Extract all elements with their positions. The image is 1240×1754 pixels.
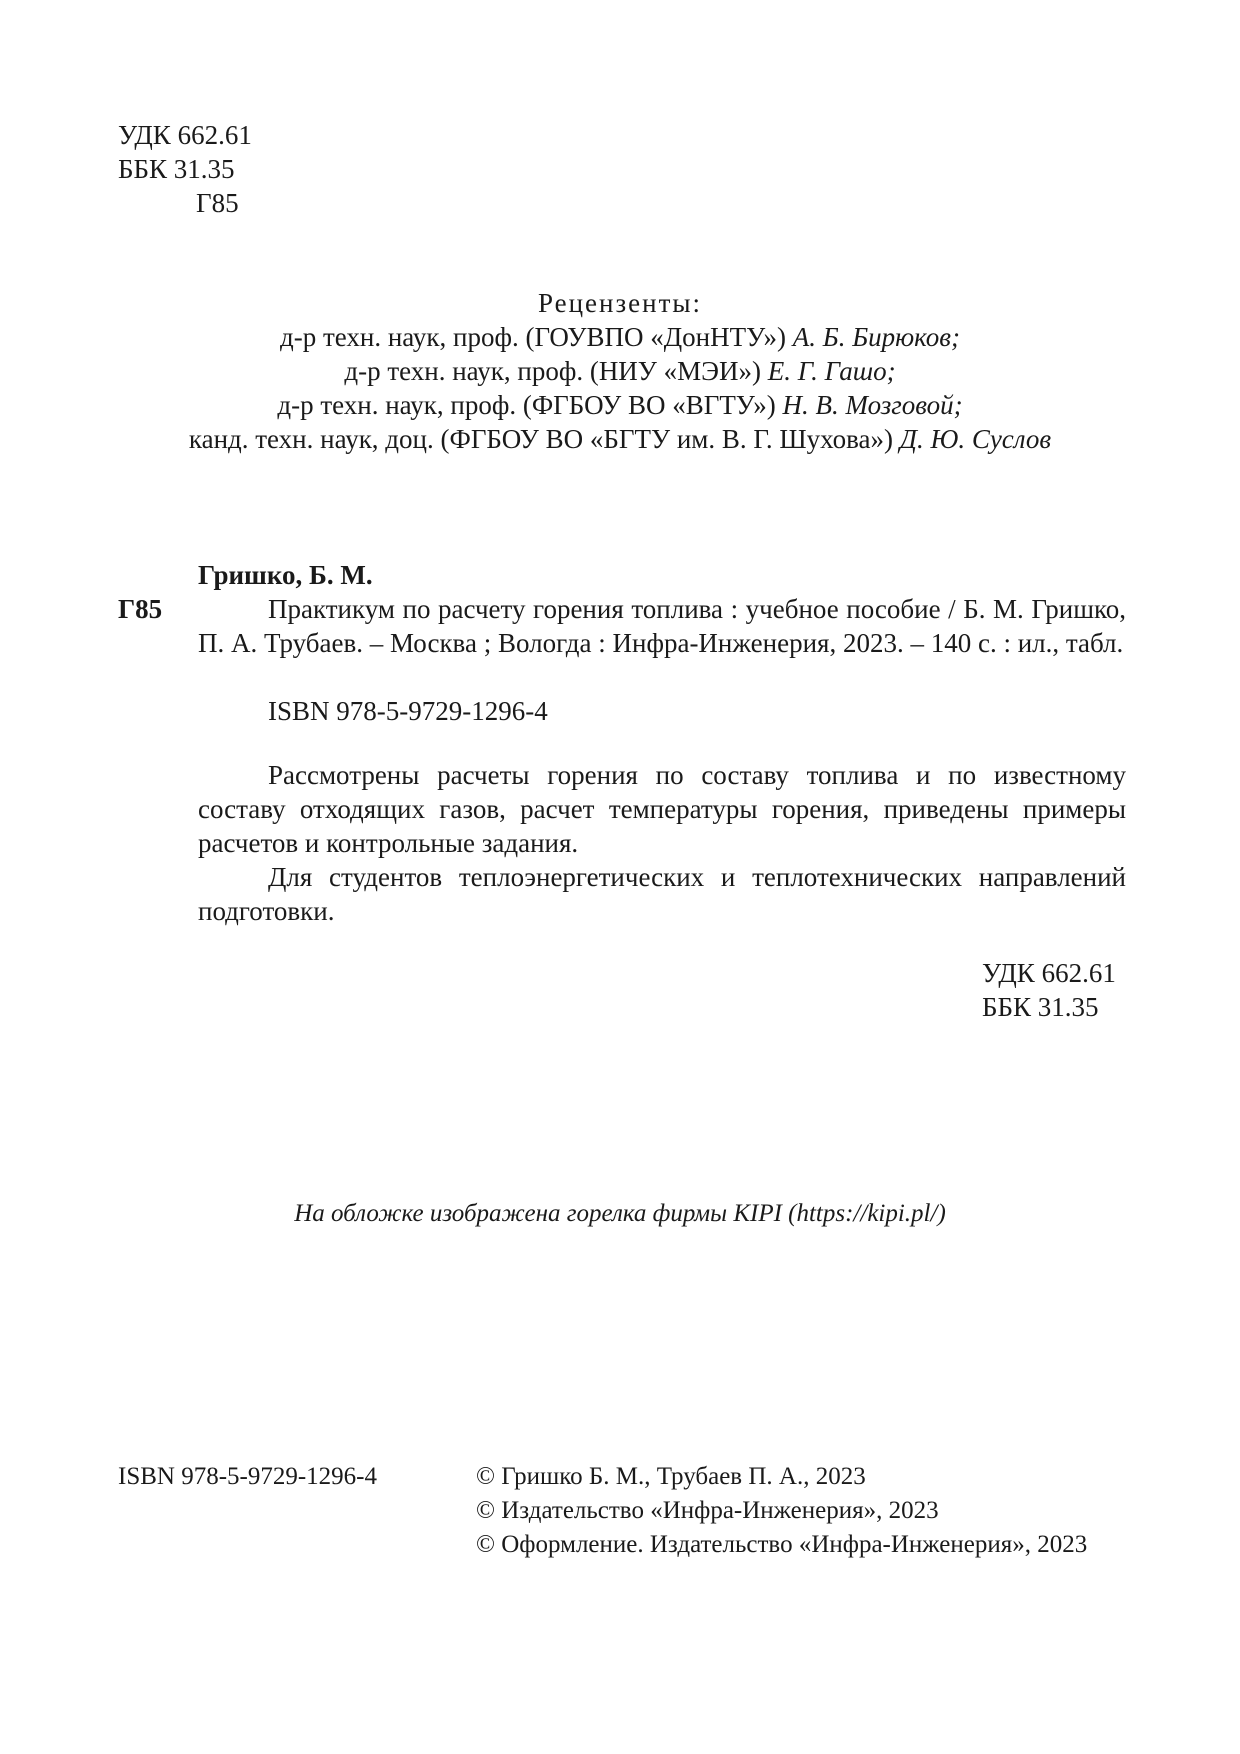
bbk-code: ББК 31.35 [118,154,235,184]
reviewer-affiliation: д-р техн. наук, проф. (НИУ «МЭИ») [344,356,761,386]
reviewer-name: Н. В. Мозговой; [782,390,963,420]
bibliographic-description [198,592,1126,660]
copyright-line: © Издательство «Инфра-Инженерия», 2023 [476,1497,939,1524]
copyright-line: © Оформление. Издательство «Инфра-Инженерия», 2023 [476,1531,1088,1558]
reviewer-affiliation: д-р техн. наук, проф. (ГОУВПО «ДонНТУ») [280,322,787,352]
bbk-code-bottom: ББК 31.35 [982,992,1099,1022]
author-mark: Г85 [196,188,239,218]
footer-isbn: ISBN 978-5-9729-1296-4 [118,1463,378,1490]
bottom-classification-block [982,956,1116,1024]
reviewer-affiliation: канд. техн. наук, доц. (ФГБОУ ВО «БГТУ им. В. Г. Шухова») [188,424,894,454]
description-text: Практикум по расчету горения топлива : учебное пособие / Б. М. Гришко, П. А. Трубаев. – Москва ; Вологда : Инфра-Инженерия, 2023. – 140 с. : ил., табл. [198,594,1126,658]
reviewers-block [0,286,1240,456]
reviewer-row [0,320,1240,354]
reviewer-name: А. Б. Бирюков; [792,322,960,352]
annotation-text: Рассмотрены расчеты горения по составу топлива и по известному составу отходящих газов, расчет температуры горения, приведены примеры расчетов и контрольные задания. [198,760,1126,858]
annotation-paragraph [198,758,1126,860]
reviewer-row [0,354,1240,388]
reviewer-row [0,422,1240,456]
reviewer-name: Д. Ю. Суслов [899,424,1052,454]
classification-block [118,118,252,220]
reviewers-heading: Рецензенты: [537,288,703,318]
reviewer-affiliation: д-р техн. наук, проф. (ФГБОУ ВО «ВГТУ») [277,390,776,420]
copyright-block [476,1460,1087,1562]
record-mark: Г85 [118,594,163,624]
audience-paragraph [198,860,1126,928]
udc-code-bottom: УДК 662.61 [982,958,1116,988]
record-author-heading: Гришко, Б. М. [198,560,373,590]
udc-code: УДК 662.61 [118,120,252,150]
cover-note: На обложке изображена горелка фирмы KIPI (https://kipi.pl/) [294,1200,946,1227]
reviewer-row [0,388,1240,422]
reviewer-name: Е. Г. Гашо; [767,356,896,386]
record-isbn: ISBN 978-5-9729-1296-4 [268,696,548,726]
copyright-line: © Гришко Б. М., Трубаев П. А., 2023 [476,1463,866,1490]
audience-text: Для студентов теплоэнергетических и теплотехнических направлений подготовки. [198,862,1126,926]
